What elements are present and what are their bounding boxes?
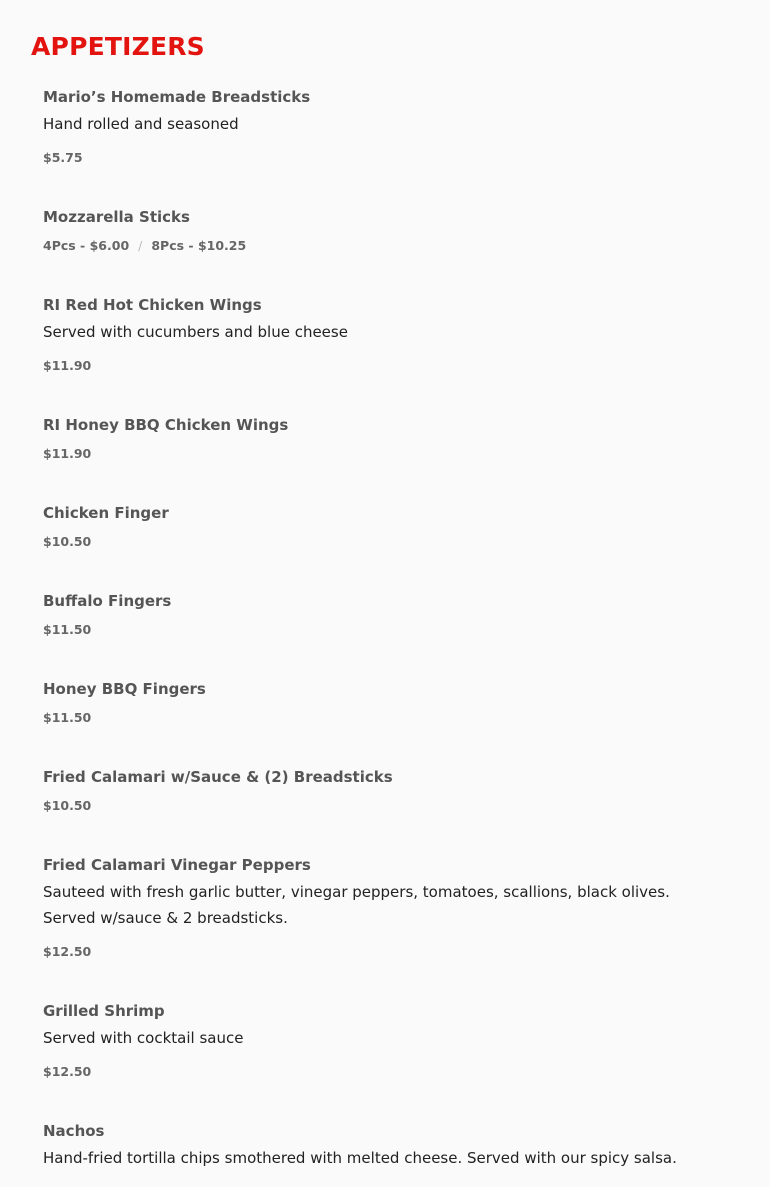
item-name: RI Honey BBQ Chicken Wings — [43, 416, 289, 434]
item-name: Nachos — [43, 1122, 105, 1140]
menu-item — [43, 183, 723, 271]
menu-item — [43, 271, 723, 391]
price-separator: / — [138, 238, 143, 253]
item-price: $11.90 — [43, 446, 92, 461]
item-price: $11.90 — [43, 358, 92, 373]
menu-item — [43, 655, 723, 743]
item-name: RI Red Hot Chicken Wings — [43, 296, 262, 314]
menu-item — [43, 63, 723, 183]
price-row — [43, 1063, 723, 1081]
item-name: Mozzarella Sticks — [43, 208, 190, 226]
menu-item — [43, 977, 723, 1097]
item-price: $11.50 — [43, 710, 92, 725]
item-price: $10.50 — [43, 534, 92, 549]
item-price: $12.50 — [43, 944, 92, 959]
price-row — [43, 709, 723, 727]
item-price: $11.50 — [43, 622, 92, 637]
item-name: Chicken Finger — [43, 504, 169, 522]
menu-item — [43, 1097, 723, 1187]
item-description: Sauteed with fresh garlic butter, vinegar peppers, tomatoes, scallions, black olives. Served w/sauce & 2 breadsticks. — [43, 883, 670, 927]
item-name: Honey BBQ Fingers — [43, 680, 206, 698]
item-name: Fried Calamari w/Sauce & (2) Breadsticks — [43, 768, 393, 786]
section-title: APPETIZERS — [31, 32, 205, 61]
menu-item — [43, 391, 723, 479]
item-description: Hand rolled and seasoned — [43, 115, 239, 133]
price-row — [43, 943, 723, 961]
menu-item — [43, 831, 723, 977]
menu-item — [43, 567, 723, 655]
price-row — [43, 621, 723, 639]
item-name: Buffalo Fingers — [43, 592, 172, 610]
price-row — [43, 445, 723, 463]
item-price: $10.50 — [43, 798, 92, 813]
item-name: Mario’s Homemade Breadsticks — [43, 88, 311, 106]
menu-item — [43, 479, 723, 567]
menu-item-list — [31, 63, 723, 1187]
item-price: 8Pcs - $10.25 — [151, 238, 247, 253]
price-row — [43, 149, 723, 167]
item-name: Grilled Shrimp — [43, 1002, 165, 1020]
price-row — [43, 533, 723, 551]
item-price: 4Pcs - $6.00 — [43, 238, 130, 253]
price-row — [43, 357, 723, 375]
item-description: Hand-fried tortilla chips smothered with melted cheese. Served with our spicy salsa. — [43, 1149, 677, 1167]
item-price: $12.50 — [43, 1064, 92, 1079]
item-name: Fried Calamari Vinegar Peppers — [43, 856, 311, 874]
price-row — [43, 797, 723, 815]
item-description: Served with cocktail sauce — [43, 1029, 244, 1047]
menu-item — [43, 743, 723, 831]
item-description: Served with cucumbers and blue cheese — [43, 323, 348, 341]
item-price: $5.75 — [43, 150, 83, 165]
price-row — [43, 237, 723, 255]
